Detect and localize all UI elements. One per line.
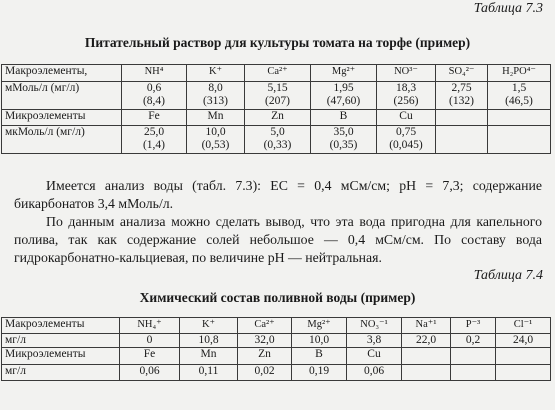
t1-macro-mmol-cell-4: 1,95 xyxy=(311,82,377,96)
t1-ions-cell-5: NO³⁻ xyxy=(377,65,436,82)
t1-ions-cell-7: H₂PO⁴⁻ xyxy=(488,65,551,82)
t1-micro-mkmol-cell-0: мкМоль/л (мг/л) xyxy=(2,125,122,139)
table1-micro-values-row xyxy=(2,125,551,139)
t1-macro-mmol-cell-5: 18,3 xyxy=(377,82,436,96)
t1-ions-cell-1: NH⁴ xyxy=(122,65,187,82)
t1-micro-mkmol-cell-2: 10,0 xyxy=(187,125,245,139)
table1-macro-values-row xyxy=(2,82,551,96)
t2-macro-mg-cell-5: 3,8 xyxy=(347,334,402,348)
t2-micro-mg-cell-4: 0,19 xyxy=(292,365,347,381)
t2-micro-mg-cell-6 xyxy=(402,365,451,381)
t1-micro-mg-cell-6 xyxy=(436,139,488,154)
t2-ions-cell-0: Макроэлементы xyxy=(2,318,120,334)
t1-macro-mmol-cell-7: 1,5 xyxy=(488,82,551,96)
t1-macro-mmol-cell-6: 2,75 xyxy=(436,82,488,96)
t1-micro-mg-cell-5: (0,045) xyxy=(377,139,436,154)
t1-micro-mkmol-cell-7 xyxy=(488,125,551,139)
t2-macro-mg-cell-0: мг/л xyxy=(2,334,120,348)
t2-micro-mg-cell-1: 0,06 xyxy=(120,365,180,381)
t1-micro-elements-cell-5: Cu xyxy=(377,109,436,125)
t2-ions-cell-8: Cl⁻¹ xyxy=(496,318,551,334)
t1-ions-cell-0: Макроэлементы, xyxy=(2,65,122,82)
t2-ions-cell-2: K⁺ xyxy=(180,318,238,334)
table2-micro-values-row xyxy=(2,365,551,381)
t1-micro-elements-cell-2: Mn xyxy=(187,109,245,125)
t2-micro-mg-cell-3: 0,02 xyxy=(238,365,292,381)
t1-ions-cell-3: Ca²⁺ xyxy=(245,65,311,82)
t2-ions-cell-7: P⁻³ xyxy=(451,318,496,334)
t1-macro-mg-cell-7: (46,5) xyxy=(488,95,551,109)
t1-ions-cell-2: K⁺ xyxy=(187,65,245,82)
t1-micro-mg-cell-1: (1,4) xyxy=(122,139,187,154)
t1-micro-elements-cell-0: Микроэлементы xyxy=(2,109,122,125)
table2-macro-values-row xyxy=(2,334,551,348)
table1-ions-row xyxy=(2,65,551,82)
t1-macro-mg-cell-2: (313) xyxy=(187,95,245,109)
table1-title: Питательный раствор для культуры томата на торфе (пример) xyxy=(84,35,471,50)
t1-micro-mg-cell-2: (0,53) xyxy=(187,139,245,154)
t2-micro-elements-cell-0: Микроэлементы xyxy=(2,348,120,365)
t2-micro-elements-cell-8 xyxy=(496,348,551,365)
t1-micro-mkmol-cell-4: 35,0 xyxy=(311,125,377,139)
irrigation-water-table xyxy=(1,317,551,381)
t2-ions-cell-4: Mg²⁺ xyxy=(292,318,347,334)
t2-ions-cell-3: Ca²⁺ xyxy=(238,318,292,334)
t2-macro-mg-cell-1: 0 xyxy=(120,334,180,348)
t1-micro-elements-cell-4: B xyxy=(311,109,377,125)
t1-macro-mg-cell-6: (132) xyxy=(436,95,488,109)
t2-macro-mg-cell-3: 32,0 xyxy=(238,334,292,348)
table1-macro-values-mg-row xyxy=(2,95,551,109)
t1-micro-mg-cell-4: (0,35) xyxy=(311,139,377,154)
t1-macro-mmol-cell-3: 5,15 xyxy=(245,82,311,96)
t1-macro-mg-cell-3: (207) xyxy=(245,95,311,109)
t1-macro-mg-cell-1: (8,4) xyxy=(122,95,187,109)
t2-micro-elements-cell-3: Zn xyxy=(238,348,292,365)
t2-macro-mg-cell-4: 10,0 xyxy=(292,334,347,348)
t1-micro-mkmol-cell-3: 5,0 xyxy=(245,125,311,139)
t2-micro-elements-cell-7 xyxy=(451,348,496,365)
t1-micro-mg-cell-7 xyxy=(488,139,551,154)
table2-title: Химический состав поливной воды (пример) xyxy=(139,290,416,305)
t2-micro-mg-cell-7 xyxy=(451,365,496,381)
t1-macro-mg-cell-0 xyxy=(2,95,122,109)
paragraph-1: Имеется анализ воды (табл. 7.3): ЕС = 0,4 мСм/см; рН = 7,3; содержание бикарбонатов 3,4 мМоль/л. xyxy=(14,178,542,211)
t1-macro-mmol-cell-0: мМоль/л (мг/л) xyxy=(2,82,122,96)
t1-micro-mg-cell-0 xyxy=(2,139,122,154)
t2-ions-cell-6: Na⁺¹ xyxy=(402,318,451,334)
table2-caption: Таблица 7.4 xyxy=(473,268,543,283)
paragraph-2: По данным анализа можно сделать вывод, что эта вода пригодна для капельного полива, так как содержание солей небольшое — 0,4 мСм/см. По составу вода гидрокарбонатно-кальциевая, по величине рН — нейтральная. xyxy=(14,214,542,265)
t2-macro-mg-cell-7: 0,2 xyxy=(451,334,496,348)
t1-micro-mkmol-cell-1: 25,0 xyxy=(122,125,187,139)
t1-micro-mkmol-cell-6 xyxy=(436,125,488,139)
t2-micro-elements-cell-6 xyxy=(402,348,451,365)
t2-micro-elements-cell-1: Fe xyxy=(120,348,180,365)
t1-micro-elements-cell-6 xyxy=(436,109,488,125)
t2-ions-cell-1: NH₄⁺ xyxy=(120,318,180,334)
t2-micro-mg-cell-8 xyxy=(496,365,551,381)
t1-micro-mg-cell-3: (0,33) xyxy=(245,139,311,154)
table1-micro-values-mg-row xyxy=(2,139,551,154)
t2-micro-mg-cell-2: 0,11 xyxy=(180,365,238,381)
t1-micro-elements-cell-7 xyxy=(488,109,551,125)
t2-micro-elements-cell-4: B xyxy=(292,348,347,365)
t2-micro-mg-cell-5: 0,06 xyxy=(347,365,402,381)
t1-macro-mmol-cell-2: 8,0 xyxy=(187,82,245,96)
t1-micro-elements-cell-3: Zn xyxy=(245,109,311,125)
t2-macro-mg-cell-8: 24,0 xyxy=(496,334,551,348)
t2-micro-elements-cell-5: Cu xyxy=(347,348,402,365)
t2-micro-elements-cell-2: Mn xyxy=(180,348,238,365)
t1-ions-cell-4: Mg²⁺ xyxy=(311,65,377,82)
t1-micro-mkmol-cell-5: 0,75 xyxy=(377,125,436,139)
t1-micro-elements-cell-1: Fe xyxy=(122,109,187,125)
t1-macro-mg-cell-4: (47,60) xyxy=(311,95,377,109)
table1-caption: Таблица 7.3 xyxy=(473,1,543,16)
t1-macro-mg-cell-5: (256) xyxy=(377,95,436,109)
table2-ions-row xyxy=(2,318,551,334)
nutrient-solution-table xyxy=(1,64,551,154)
table1-micro-elements-row xyxy=(2,109,551,125)
table2-micro-elements-row xyxy=(2,348,551,365)
t1-macro-mmol-cell-1: 0,6 xyxy=(122,82,187,96)
t2-macro-mg-cell-2: 10,8 xyxy=(180,334,238,348)
t1-ions-cell-6: SO₄²⁻ xyxy=(436,65,488,82)
t2-micro-mg-cell-0: мг/л xyxy=(2,365,120,381)
t2-macro-mg-cell-6: 22,0 xyxy=(402,334,451,348)
t2-ions-cell-5: NO₃⁻¹ xyxy=(347,318,402,334)
